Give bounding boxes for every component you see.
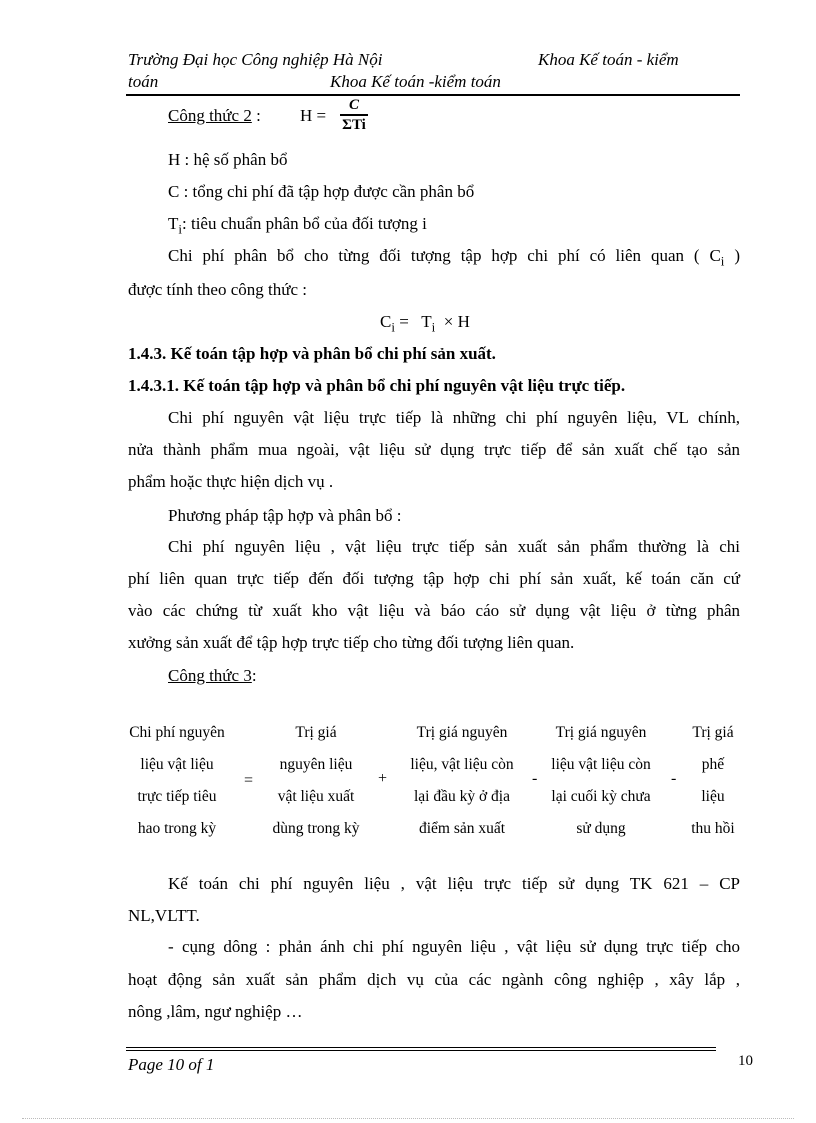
formula2-label: Công thức 2 : (168, 106, 261, 125)
header-school: Trường Đại học Công nghiệp Hà Nội (128, 50, 383, 69)
para-method-line4: xưởng sản xuất để tập hợp trực tiếp cho từng đối tượng liên quan. (128, 633, 575, 652)
para-method-line3: vào các chứng từ xuất kho vật liệu và báo cáo sử dụng vật liệu ở từng phân (128, 601, 740, 620)
para-method-line1: Chi phí nguyên liệu , vật liệu trực tiếp sản xuất sản phẩm thường là chi (168, 537, 740, 556)
formula2-fraction (340, 97, 368, 133)
footer-page-number: 10 (738, 1053, 753, 1069)
formula2-numerator: C (348, 97, 359, 113)
formula3-col-issued: Trị giá nguyên liệu vật liệu xuất dùng trong kỳ (272, 724, 360, 837)
formula3-col-scrap: Trị giá phế liệu thu hồi (691, 724, 735, 837)
plus-operator: + (378, 770, 388, 787)
minus-operator-2: - (671, 770, 677, 787)
formula3-col-closing: Trị giá nguyên liệu vật liệu còn lại cuối kỳ chưa sử dụng (551, 724, 651, 837)
fraction-bar (340, 114, 368, 116)
formula3-col-opening: Trị giá nguyên liệu, vật liệu còn lại đầu kỳ ở địa điểm sản xuất (410, 724, 514, 837)
para-alloc-line2: được tính theo công thức : (128, 280, 307, 299)
formula3-label: Công thức 3: (168, 666, 257, 685)
section-1-4-3-1: 1.4.3.1. Kế toán tập hợp và phân bổ chi phí nguyên vật liệu trực tiếp. (128, 376, 626, 395)
section-1-4-3: 1.4.3. Kế toán tập hợp và phân bổ chi phí sản xuất. (128, 344, 496, 363)
para-usage-line2: hoạt động sản xuất sản phẩm dịch vụ của các ngành công nghiệp , xây lắp , (128, 970, 740, 989)
header-rule (126, 94, 740, 96)
para-usage-line1: - cụng dông : phản ánh chi phí nguyên liệu , vật liệu sử dụng trực tiếp cho (168, 937, 740, 956)
formula2-lhs: H = (300, 106, 327, 125)
para-alloc-line1: Chi phí phân bổ cho từng đối tượng tập hợp chi phí có liên quan ( $C_i$ ) (168, 246, 740, 269)
para-account-line1: Kế toán chi phí nguyên liệu , vật liệu trực tiếp sử dụng TK 621 – CP (168, 874, 740, 893)
formula2-denominator: ΣTi (342, 116, 366, 133)
para-def-line1: Chi phí nguyên vật liệu trực tiếp là những chi phí nguyên liệu, VL chính, (168, 408, 740, 427)
def-t: $T_i$: tiêu chuẩn phân bổ của đối tượng i (168, 214, 427, 237)
def-c: C : tổng chi phí đã tập hợp được cần phân bổ (168, 182, 475, 201)
footer-page-label: Page 10 of 1 (128, 1055, 215, 1074)
para-account-line2: NL,VLTT. (128, 906, 200, 925)
para-def-line3: phẩm hoặc thực hiện dịch vụ . (128, 472, 334, 491)
header-faculty-wrap: toán (128, 72, 159, 91)
header-faculty-repeat: Khoa Kế toán -kiểm toán (330, 72, 501, 91)
formula3-col-total: Chi phí nguyên liệu vật liệu trực tiếp tiêu hao trong kỳ (129, 724, 225, 837)
equals-operator: = (244, 772, 254, 789)
minus-operator: - (532, 770, 538, 787)
footer-rule-top (126, 1047, 716, 1048)
formula-ci: $C_i = T_i \times H$ (380, 312, 470, 335)
para-method-line2: phí liên quan trực tiếp đến đối tượng tập hợp chi phí sản xuất, kế toán căn cứ (128, 569, 740, 588)
para-usage-line3: nông ,lâm, ngư nghiệp … (128, 1002, 303, 1021)
header-faculty: Khoa Kế toán - kiểm (538, 50, 679, 69)
page-edge-dots (22, 1118, 794, 1119)
para-def-line2: nửa thành phẩm mua ngoài, vật liệu sử dụng trực tiếp để sản xuất chế tạo sản (128, 440, 740, 459)
def-h: H : hệ số phân bổ (168, 150, 288, 169)
method-heading: Phương pháp tập hợp và phân bổ : (168, 506, 402, 525)
footer-rule-bottom (126, 1050, 716, 1051)
